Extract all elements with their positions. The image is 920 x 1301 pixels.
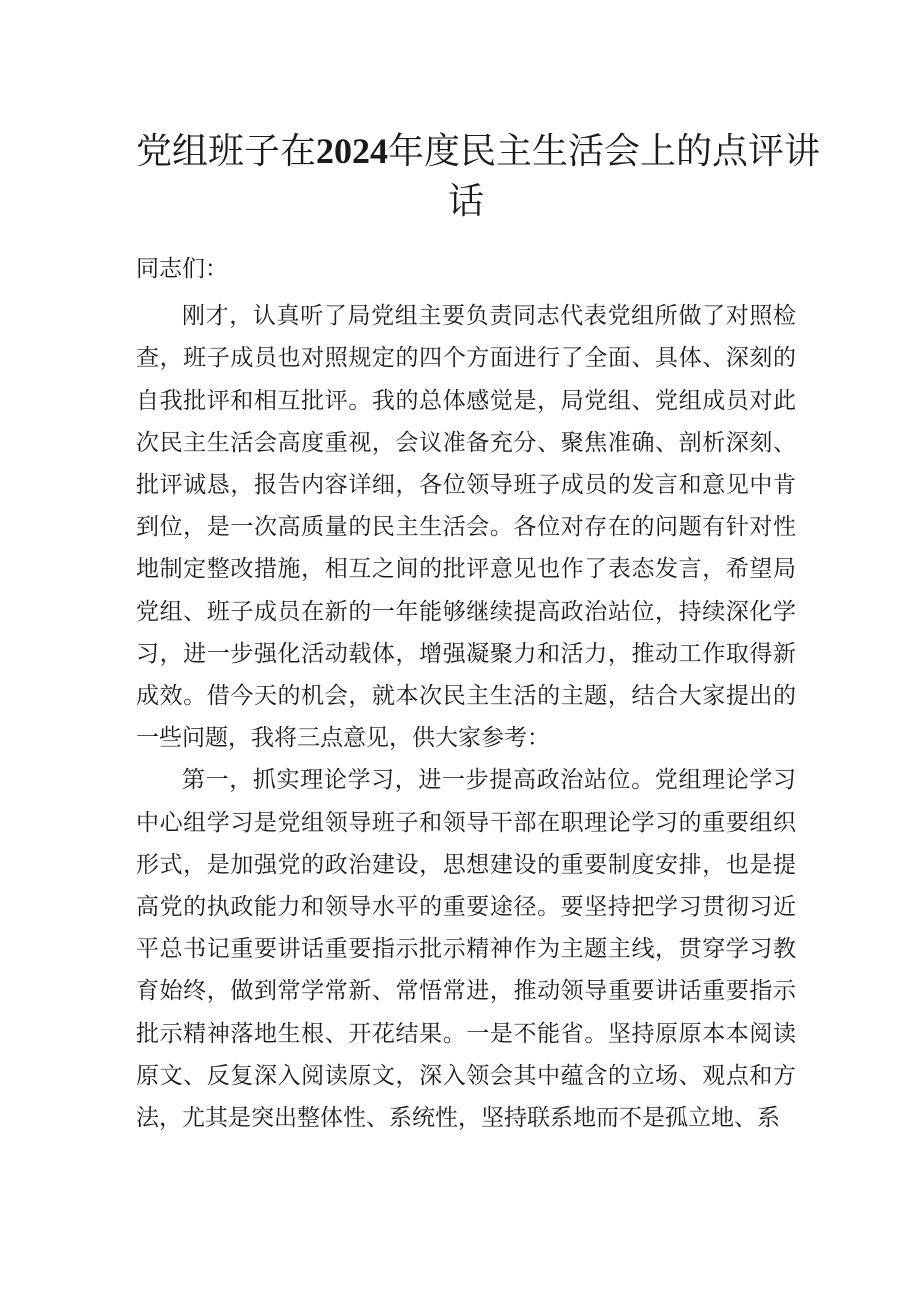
salutation: 同志们： xyxy=(136,256,228,282)
title-part-2: 年度民主生活会上的点评讲 xyxy=(388,131,821,172)
title-year: 2024 xyxy=(316,131,389,171)
document-body xyxy=(136,248,796,1139)
paragraph-2: 第一，抓实理论学习，进一步提高政治站位。党组理论学习中心组学习是党组领导班子和领导干部在职理论学习的重要组织形式，是加强党的政治建设，思想建设的重要制度安排，也是提高党的执政能力和领导水平的重要途径。要坚持把学习贯彻习近平总书记重要讲话重要指示批示精神作为主题主线，贯穿学习教育始终，做到常学常新、常悟常进，推动领导重要讲话重要指示批示精神落地生根、开花结果。一是不能省。坚持原原本本阅读原文、反复深入阅读原文，深入领会其中蕴含的立场、观点和方法，尤其是突出整体性、系统性，坚持联系地而不是孤立地、系 xyxy=(136,767,796,1132)
title-part-1: 党组班子在 xyxy=(136,131,317,172)
document-title xyxy=(136,126,821,227)
title-line-2: 话 xyxy=(447,181,484,222)
title-line-1 xyxy=(136,126,821,177)
paragraph-1: 刚才，认真听了局党组主要负责同志代表党组所做了对照检查，班子成员也对照规定的四个方面进行了全面、具体、深刻的自我批评和相互批评。我的总体感觉是，局党组、党组成员对此次民主生活会高度重视，会议准备充分、聚焦准确、剖析深刻、批评诚恳，报告内容详细，各位领导班子成员的发言和意见中肯到位，是一次高质量的民主生活会。各位对存在的问题有针对性地制定整改措施，相互之间的批评意见也作了表态发言，希望局党组、班子成员在新的一年能够继续提高政治站位，持续深化学习，进一步强化活动载体，增强凝聚力和活力，推动工作取得新成效。借今天的机会，就本次民主生活的主题，结合大家提出的一些问题，我将三点意见，供大家参考： xyxy=(136,303,796,752)
